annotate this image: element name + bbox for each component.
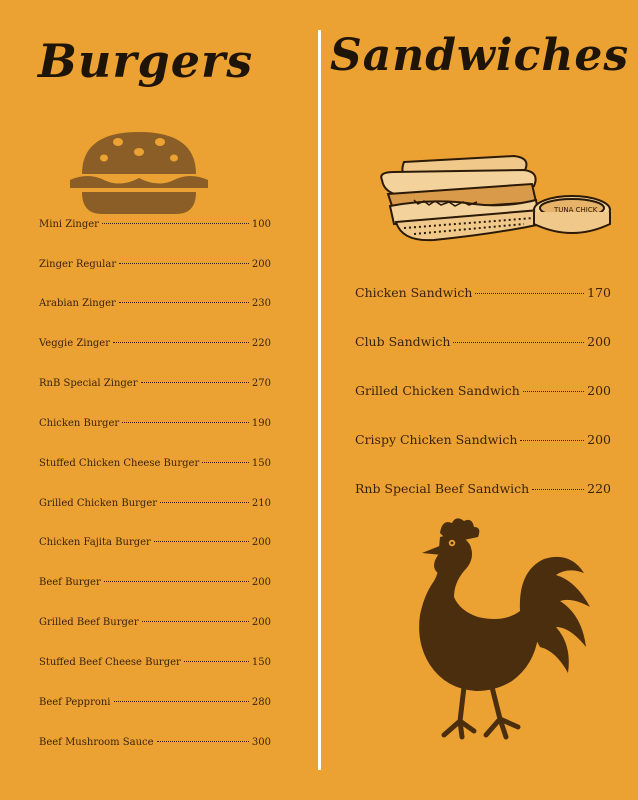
burger-icon bbox=[68, 128, 210, 216]
menu-item bbox=[39, 458, 271, 474]
item-name: Beef Mushroom Sauce bbox=[39, 737, 154, 748]
menu-item bbox=[355, 432, 611, 452]
column-divider bbox=[318, 30, 321, 770]
item-name: Stuffed Beef Cheese Burger bbox=[39, 657, 181, 668]
item-name: Veggie Zinger bbox=[39, 338, 111, 349]
dot-leader bbox=[453, 342, 584, 343]
item-price: 200 bbox=[251, 617, 271, 628]
item-name: RnB Special Zinger bbox=[39, 378, 138, 389]
menu-item bbox=[39, 378, 271, 394]
dot-leader bbox=[202, 462, 249, 463]
item-price: 210 bbox=[251, 498, 271, 509]
item-price: 220 bbox=[587, 481, 611, 496]
dot-leader bbox=[104, 581, 249, 582]
menu-item bbox=[39, 259, 271, 275]
menu-item bbox=[39, 418, 271, 434]
item-name: Rnb Special Beef Sandwich bbox=[355, 481, 530, 496]
dot-leader bbox=[102, 223, 249, 224]
item-price: 200 bbox=[587, 432, 611, 447]
item-price: 270 bbox=[251, 378, 271, 389]
sandwiches-title: Sandwiches bbox=[330, 30, 630, 81]
dot-leader bbox=[475, 293, 584, 294]
item-name: Arabian Zinger bbox=[39, 298, 116, 309]
item-name: Beef Burger bbox=[39, 577, 101, 588]
menu-item bbox=[355, 481, 611, 501]
tuna-label: TUNA CHICK bbox=[554, 206, 598, 214]
sandwich-icon bbox=[374, 150, 614, 250]
item-price: 220 bbox=[251, 338, 271, 349]
item-name: Stuffed Chicken Cheese Burger bbox=[39, 458, 200, 469]
dot-leader bbox=[160, 502, 249, 503]
item-price: 170 bbox=[587, 285, 611, 300]
menu-item bbox=[39, 697, 271, 713]
dot-leader bbox=[119, 302, 249, 303]
menu-item bbox=[355, 285, 611, 305]
burgers-title: Burgers bbox=[38, 34, 254, 88]
item-price: 280 bbox=[251, 697, 271, 708]
item-name: Grilled Beef Burger bbox=[39, 617, 139, 628]
item-price: 200 bbox=[251, 259, 271, 270]
item-name: Grilled Chicken Burger bbox=[39, 498, 158, 509]
dot-leader bbox=[184, 661, 249, 662]
dot-leader bbox=[119, 263, 249, 264]
item-name: Zinger Regular bbox=[39, 259, 117, 270]
dot-leader bbox=[113, 342, 249, 343]
menu-item bbox=[355, 383, 611, 403]
item-name: Mini Zinger bbox=[39, 219, 99, 230]
dot-leader bbox=[114, 701, 249, 702]
dot-leader bbox=[154, 541, 249, 542]
item-price: 300 bbox=[251, 737, 271, 748]
item-price: 150 bbox=[251, 657, 271, 668]
menu-item bbox=[39, 219, 271, 235]
menu-item bbox=[39, 577, 271, 593]
item-price: 200 bbox=[587, 383, 611, 398]
sandwiches-column bbox=[322, 0, 638, 800]
dot-leader bbox=[532, 489, 584, 490]
item-price: 150 bbox=[251, 458, 271, 469]
item-price: 200 bbox=[251, 537, 271, 548]
menu-item bbox=[39, 617, 271, 633]
menu-item bbox=[39, 298, 271, 314]
item-price: 200 bbox=[587, 334, 611, 349]
dot-leader bbox=[157, 741, 249, 742]
dot-leader bbox=[523, 391, 584, 392]
menu-item bbox=[39, 537, 271, 553]
item-name: Beef Pepproni bbox=[39, 697, 111, 708]
item-name: Chicken Fajita Burger bbox=[39, 537, 151, 548]
item-price: 200 bbox=[251, 577, 271, 588]
item-name: Crispy Chicken Sandwich bbox=[355, 432, 518, 447]
menu-item bbox=[355, 334, 611, 354]
item-name: Grilled Chicken Sandwich bbox=[355, 383, 520, 398]
dot-leader bbox=[142, 621, 249, 622]
item-name: Chicken Sandwich bbox=[355, 285, 473, 300]
rooster-icon bbox=[400, 515, 600, 750]
burgers-column bbox=[0, 0, 318, 800]
item-name: Chicken Burger bbox=[39, 418, 120, 429]
menu-item bbox=[39, 498, 271, 514]
item-price: 100 bbox=[251, 219, 271, 230]
item-name: Club Sandwich bbox=[355, 334, 451, 349]
dot-leader bbox=[520, 440, 584, 441]
item-price: 230 bbox=[251, 298, 271, 309]
menu-item bbox=[39, 657, 271, 673]
menu-item bbox=[39, 737, 271, 753]
dot-leader bbox=[122, 422, 249, 423]
menu-item bbox=[39, 338, 271, 354]
item-price: 190 bbox=[251, 418, 271, 429]
dot-leader bbox=[141, 382, 249, 383]
